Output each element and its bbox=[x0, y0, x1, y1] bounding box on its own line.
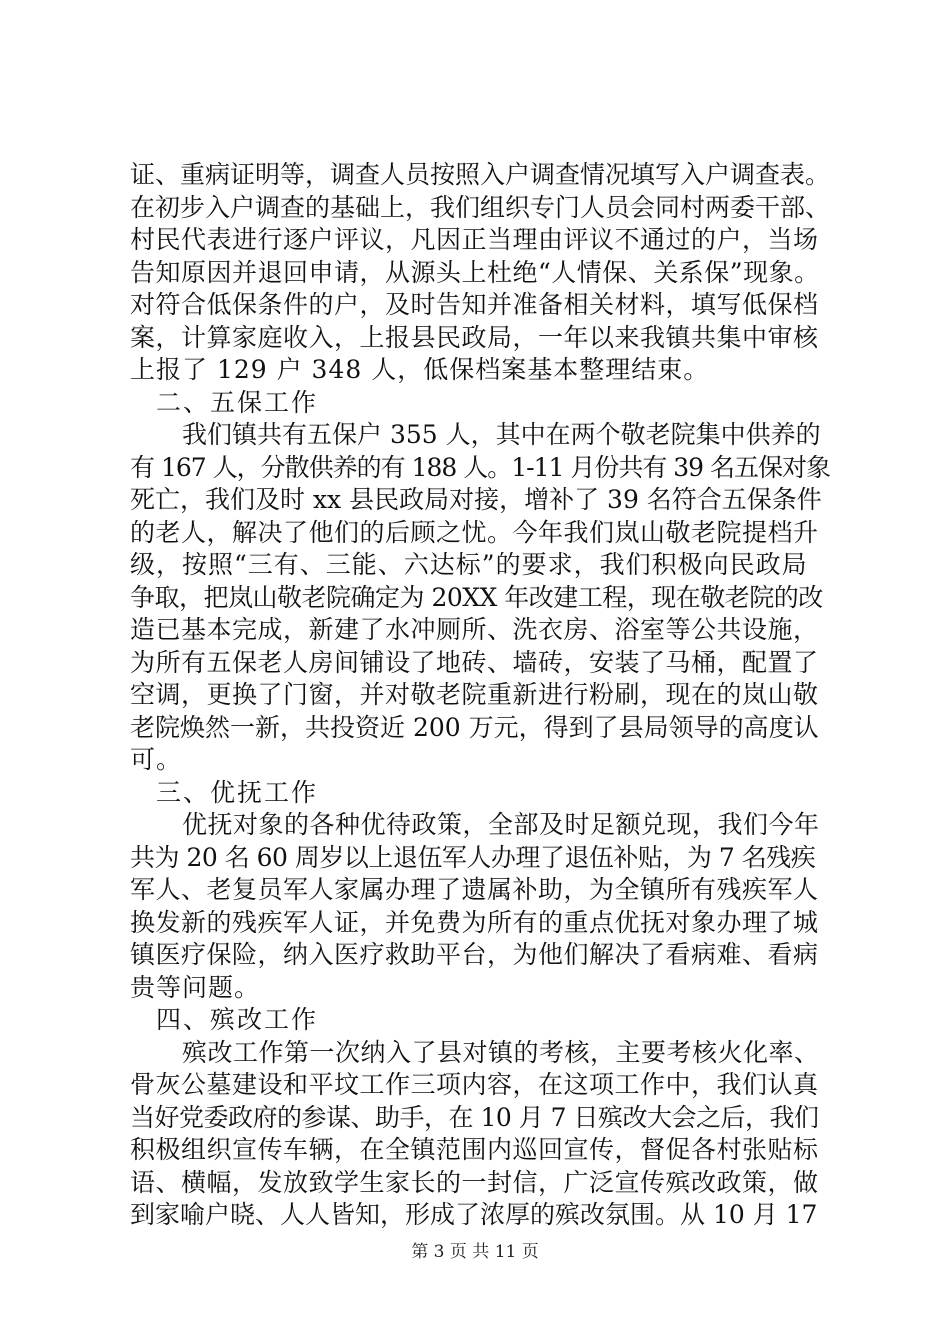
paragraph-line: 到家喻户晓、人人皆知，形成了浓厚的殡改氛围。从 10 月 17 bbox=[130, 1200, 818, 1229]
section-heading: 二、五保工作 bbox=[156, 387, 319, 417]
paragraph-line: 争取，把岚山敬老院确定为 20XX 年改建工程，现在敬老院的改 bbox=[130, 582, 823, 612]
paragraph-line: 我们镇共有五保户 355 人，其中在两个敬老院集中供养的 bbox=[182, 420, 821, 449]
paragraph-line: 上报了 129 户 348 人，低保档案基本整理结束。 bbox=[130, 355, 710, 384]
paragraph-line: 优抚对象的各种优待政策，全部及时足额兑现，我们今年 bbox=[182, 810, 820, 839]
section-heading: 三、优抚工作 bbox=[156, 777, 319, 807]
paragraph-line: 语、横幅，发放致学生家长的一封信，广泛宣传殡改政策，做 bbox=[130, 1167, 819, 1197]
paragraph-line: 的老人，解决了他们的后顾之忧。今年我们岚山敬老院提档升 bbox=[130, 517, 819, 547]
paragraph-line: 死亡，我们及时 xx 县民政局对接，增补了 39 名符合五保条件 bbox=[130, 485, 822, 514]
paragraph-line: 共为 20 名 60 周岁以上退伍军人办理了退伍补贴，为 7 名残疾 bbox=[130, 842, 816, 872]
paragraph-line: 贵等问题。 bbox=[130, 972, 261, 1002]
paragraph-line: 空调，更换了门窗，并对敬老院重新进行粉刷，现在的岚山敬 bbox=[130, 680, 819, 709]
paragraph-line: 村民代表进行逐户评议，凡因正当理由评议不通过的户，当场 bbox=[130, 225, 819, 254]
paragraph-line: 有 167 人，分散供养的有 188 人。1-11 月份共有 39 名五保对象 bbox=[130, 452, 831, 482]
paragraph-line: 造已基本完成，新建了水冲厕所、洗衣房、浴室等公共设施， bbox=[130, 615, 819, 644]
paragraph-line: 可。 bbox=[130, 745, 183, 774]
paragraph-line: 案，计算家庭收入，上报县民政局，一年以来我镇共集中审核 bbox=[130, 322, 819, 352]
paragraph-line: 殡改工作第一次纳入了县对镇的考核，主要考核火化率、 bbox=[182, 1037, 820, 1067]
paragraph-line: 为所有五保老人房间铺设了地砖、墙砖，安装了马桶，配置了 bbox=[130, 647, 819, 677]
section-heading: 四、殡改工作 bbox=[156, 1005, 319, 1034]
paragraph-line: 在初步入户调查的基础上，我们组织专门人员会同村两委干部、 bbox=[130, 192, 831, 222]
paragraph-line: 换发新的残疾军人证，并免费为所有的重点优抚对象办理了城 bbox=[130, 907, 819, 937]
paragraph-line: 证、重病证明等，调查人员按照入户调查情况填写入户调查表。 bbox=[130, 160, 831, 189]
paragraph-line: 告知原因并退回申请，从源头上杜绝“人情保、关系保”现象。 bbox=[130, 257, 820, 287]
paragraph-line: 军人、老复员军人家属办理了遗属补助，为全镇所有残疾军人 bbox=[130, 875, 819, 904]
paragraph-line: 级，按照“三有、三能、六达标”的要求，我们积极向民政局 bbox=[130, 550, 808, 579]
paragraph-line: 老院焕然一新，共投资近 200 万元，得到了县局领导的高度认 bbox=[130, 712, 819, 742]
paragraph-line: 积极组织宣传车辆，在全镇范围内巡回宣传，督促各村张贴标 bbox=[130, 1135, 819, 1164]
paragraph-line: 骨灰公墓建设和平坟工作三项内容，在这项工作中，我们认真 bbox=[130, 1070, 819, 1099]
page-number-footer: 第 3 页 共 11 页 bbox=[411, 1242, 539, 1262]
paragraph-line: 当好党委政府的参谋、助手，在 10 月 7 日殡改大会之后，我们 bbox=[130, 1102, 819, 1132]
document-body bbox=[130, 159, 830, 1232]
paragraph-line: 镇医疗保险，纳入医疗救助平台，为他们解决了看病难、看病 bbox=[130, 940, 819, 969]
paragraph-line: 对符合低保条件的户，及时告知并准备相关材料，填写低保档 bbox=[130, 290, 819, 319]
